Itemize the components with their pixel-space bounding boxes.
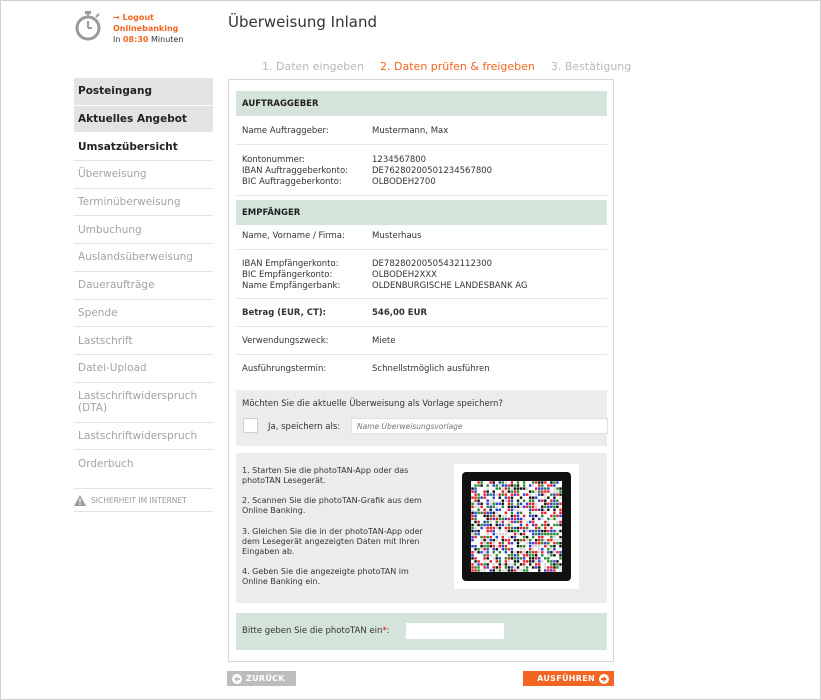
save-template-label: Ja, speichern als: (268, 422, 341, 432)
sidebar-item-datei-upload[interactable]: Datei-Upload (74, 355, 213, 383)
step-3: 3. Bestätigung (550, 60, 632, 73)
sidebar-item-umbuchung[interactable]: Umbuchung (74, 216, 213, 244)
empfaenger-name-label: Name, Vorname / Firma: (242, 231, 345, 241)
verwendungszweck-value: Miete (372, 336, 396, 346)
label-colon: : (386, 626, 390, 636)
phototan-graphic-frame (454, 464, 579, 589)
name-auftraggeber-value: Mustermann, Max (372, 126, 449, 136)
empfaengerbank-value: OLDENBURGISCHE LANDESBANK AG (372, 281, 528, 291)
iban-empfaenger-label: IBAN Empfängerkonto: (242, 259, 339, 269)
phototan-step-4: 4. Geben Sie die angezeigte photoTAN im Online Banking ein. (242, 567, 409, 586)
session-timer (113, 34, 183, 45)
arrow-right-icon (599, 674, 609, 684)
sidebar-item-umsatzuebersicht[interactable]: Umsatzübersicht (74, 133, 213, 161)
save-template-checkbox[interactable] (243, 418, 258, 433)
sidebar-item-auslandsueberweisung[interactable]: Auslandsüberweisung (74, 244, 213, 272)
page-title: Überweisung Inland (228, 13, 377, 31)
back-button[interactable] (227, 671, 296, 686)
required-mark: * (382, 626, 387, 636)
execute-button[interactable] (523, 671, 614, 686)
name-auftraggeber-label: Name Auftraggeber: (242, 126, 329, 136)
sidebar-item-orderbuch[interactable]: Orderbuch (78, 458, 134, 471)
row-empfaenger-bank (236, 250, 607, 299)
phototan-input[interactable] (406, 623, 504, 639)
row-betrag (236, 299, 607, 327)
session-prefix: In (113, 35, 121, 44)
step-2: 2. Daten prüfen & freigeben (380, 60, 535, 73)
empfaenger-name-value: Musterhaus (372, 231, 422, 241)
security-link[interactable] (74, 488, 213, 512)
ausfuehrungstermin-value: Schnellstmöglich ausführen (372, 364, 490, 374)
sidebar-item-spende[interactable]: Spende (74, 300, 213, 328)
arrow-left-icon (232, 674, 242, 684)
sidebar-item-terminueberweisung[interactable]: Terminüberweisung (74, 189, 213, 217)
phototan-input-box (236, 613, 607, 650)
warning-icon (74, 495, 86, 506)
logout-label: Logout (122, 13, 154, 22)
security-label: SICHERHEIT IM INTERNET (91, 495, 187, 505)
verwendungszweck-label: Verwendungszweck: (242, 336, 329, 346)
iban-empfaenger-value: DE78280200505432112300 (372, 259, 493, 269)
bic-auftraggeber-value: OLBODEH2700 (372, 177, 436, 187)
phototan-input-text: Bitte geben Sie die photoTAN ein (242, 626, 383, 636)
save-template-question: Möchten Sie die aktuelle Überweisung als Vorlage speichern? (242, 399, 503, 409)
save-template-box (236, 390, 607, 446)
row-ausfuehrungstermin (236, 355, 607, 383)
iban-auftraggeber-label: IBAN Auftraggeberkonto: (242, 166, 349, 176)
sidebar-item-dauerauftraege[interactable]: Daueraufträge (74, 272, 213, 300)
betrag-label: Betrag (EUR, CT): (242, 308, 327, 318)
row-empfaenger-name (236, 225, 607, 250)
phototan-graphic (462, 472, 571, 581)
phototan-step-1: 1. Starten Sie die photoTAN-App oder das photoTAN Lesegerät. (242, 466, 409, 485)
auftraggeber-heading: AUFTRAGGEBER (236, 91, 607, 116)
sidebar-item-lastschriftwiderspruch[interactable]: Lastschriftwiderspruch (74, 423, 213, 451)
sidebar-item-ueberweisung[interactable]: Überweisung (74, 161, 213, 189)
session-time: 08:30 (122, 35, 149, 44)
iban-auftraggeber-value: DE76280200501234567800 (372, 166, 493, 176)
logout-link[interactable]: → Logout (113, 13, 154, 22)
back-button-label: ZURÜCK (246, 674, 285, 683)
betrag-value: 546,00 EUR (372, 308, 428, 318)
kontonummer-label: Kontonummer: (242, 155, 306, 165)
template-name-input[interactable] (351, 418, 608, 434)
phototan-box (236, 453, 607, 603)
step-1: 1. Daten eingeben (262, 60, 365, 73)
sidebar-item-lastschriftwiderspruch-dta[interactable]: Lastschriftwiderspruch (DTA) (74, 383, 213, 423)
execute-button-label: AUSFÜHREN (537, 674, 595, 683)
ausfuehrungstermin-label: Ausführungstermin: (242, 364, 327, 374)
sidebar-item-lastschrift[interactable]: Lastschrift (74, 327, 213, 355)
bic-empfaenger-value: OLBODEH2XXX (372, 270, 437, 280)
kontonummer-value: 1234567800 (372, 155, 427, 165)
onlinebanking-label: Onlinebanking (113, 24, 179, 33)
sidebar-item-posteingang[interactable]: Posteingang (74, 78, 213, 106)
row-name-auftraggeber (236, 116, 607, 145)
bic-empfaenger-label: BIC Empfängerkonto: (242, 270, 333, 280)
logout-area (113, 12, 183, 45)
empfaengerbank-label: Name Empfängerbank: (242, 281, 341, 291)
row-verwendungszweck (236, 327, 607, 355)
session-suffix: Minuten (151, 35, 184, 44)
bic-auftraggeber-label: BIC Auftraggeberkonto: (242, 177, 342, 187)
transfer-review-panel (228, 79, 614, 662)
sidebar-nav (74, 78, 213, 478)
stopwatch-icon (74, 11, 102, 41)
phototan-step-2: 2. Scannen Sie die photoTAN-Grafik aus dem Online Banking. (242, 496, 422, 515)
sidebar-item-aktuelles-angebot[interactable]: Aktuelles Angebot (74, 106, 213, 134)
phototan-step-3: 3. Gleichen Sie die in der photoTAN-App oder dem Lesegerät angezeigten Daten mit Ihren Eingaben ab. (242, 527, 423, 556)
phototan-input-label (242, 626, 390, 636)
empfaenger-heading: EMPFÄNGER (236, 200, 607, 225)
progress-steps (262, 60, 631, 73)
row-account-data (236, 145, 607, 196)
